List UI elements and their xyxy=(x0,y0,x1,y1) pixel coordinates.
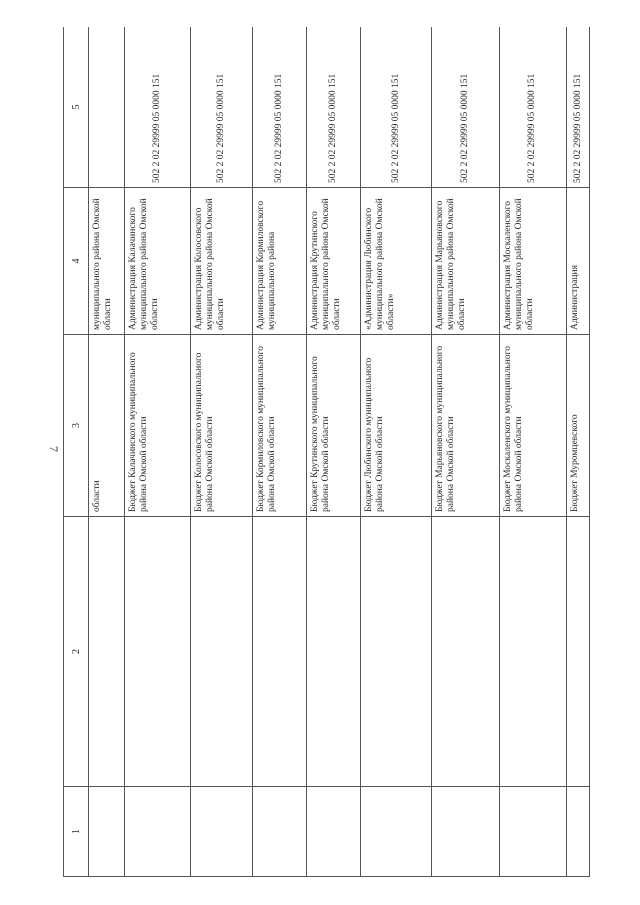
cell-number xyxy=(89,787,125,877)
cell-administrator: Администрация Марьяновского муниципального района Омской области xyxy=(431,188,499,335)
cell-budget: Бюджет Калачинского муниципального района Омской области xyxy=(125,335,190,517)
column-header: 5 xyxy=(64,27,89,188)
cell-code: 502 2 02 29999 05 0000 151 xyxy=(307,27,361,188)
cell-budget: Бюджет Колосовского муниципального района Омской области xyxy=(190,335,252,517)
cell-col2 xyxy=(89,517,125,787)
column-header: 1 xyxy=(64,787,89,877)
rotated-table-container xyxy=(63,27,590,877)
column-header: 4 xyxy=(64,188,89,335)
cell-number xyxy=(125,787,190,877)
cell-budget: Бюджет Крутинского муниципального района Омской области xyxy=(307,335,361,517)
cell-administrator: Администрация Крутинского муниципального района Омской области xyxy=(307,188,361,335)
table-row xyxy=(89,27,125,877)
table-row xyxy=(253,27,307,877)
budget-table xyxy=(63,27,590,877)
cell-code: 502 2 02 29999 05 0000 151 xyxy=(431,27,499,188)
cell-col2 xyxy=(499,517,567,787)
cell-col2 xyxy=(361,517,432,787)
cell-budget: Бюджет Любинского муниципального района Омской области xyxy=(361,335,432,517)
table-row xyxy=(567,27,590,877)
table-header-row xyxy=(64,27,89,877)
cell-number xyxy=(361,787,432,877)
cell-administrator: Администрация Калачинского муниципального района Омской области xyxy=(125,188,190,335)
rotated-table-frame xyxy=(63,27,590,877)
cell-number xyxy=(499,787,567,877)
cell-code xyxy=(89,27,125,188)
cell-code: 502 2 02 29999 05 0000 151 xyxy=(190,27,252,188)
cell-col2 xyxy=(125,517,190,787)
cell-number xyxy=(567,787,590,877)
cell-administrator: Администрация Колосовского муниципального района Омской области xyxy=(190,188,252,335)
cell-budget: Бюджет Москаленского муниципального района Омской области xyxy=(499,335,567,517)
cell-budget: области xyxy=(89,335,125,517)
cell-number xyxy=(431,787,499,877)
table-row xyxy=(499,27,567,877)
cell-col2 xyxy=(431,517,499,787)
cell-administrator: Администрация Москаленского муниципального района Омской области xyxy=(499,188,567,335)
cell-col2 xyxy=(253,517,307,787)
cell-budget: Бюджет Кормиловского муниципального района Омской области xyxy=(253,335,307,517)
table-row xyxy=(307,27,361,877)
cell-administrator: Администрация Кормиловского муниципального района xyxy=(253,188,307,335)
cell-code: 502 2 02 29999 05 0000 151 xyxy=(253,27,307,188)
cell-budget: Бюджет Марьяновского муниципального района Омской области xyxy=(431,335,499,517)
cell-administrator: «Администрация Любинского муниципального района Омской области» xyxy=(361,188,432,335)
table-row xyxy=(431,27,499,877)
table-row xyxy=(190,27,252,877)
page-number: 7 xyxy=(47,446,61,452)
cell-administrator: муниципального района Омской области xyxy=(89,188,125,335)
table-row xyxy=(361,27,432,877)
cell-code: 502 2 02 29999 05 0000 151 xyxy=(567,27,590,188)
column-header: 3 xyxy=(64,335,89,517)
cell-number xyxy=(307,787,361,877)
cell-number xyxy=(190,787,252,877)
table-row xyxy=(125,27,190,877)
cell-administrator: Администрация xyxy=(567,188,590,335)
cell-col2 xyxy=(307,517,361,787)
cell-col2 xyxy=(190,517,252,787)
cell-code: 502 2 02 29999 05 0000 151 xyxy=(361,27,432,188)
cell-code: 502 2 02 29999 05 0000 151 xyxy=(125,27,190,188)
cell-code: 502 2 02 29999 05 0000 151 xyxy=(499,27,567,188)
column-header: 2 xyxy=(64,517,89,787)
cell-budget: Бюджет Муромцевского xyxy=(567,335,590,517)
cell-number xyxy=(253,787,307,877)
cell-col2 xyxy=(567,517,590,787)
